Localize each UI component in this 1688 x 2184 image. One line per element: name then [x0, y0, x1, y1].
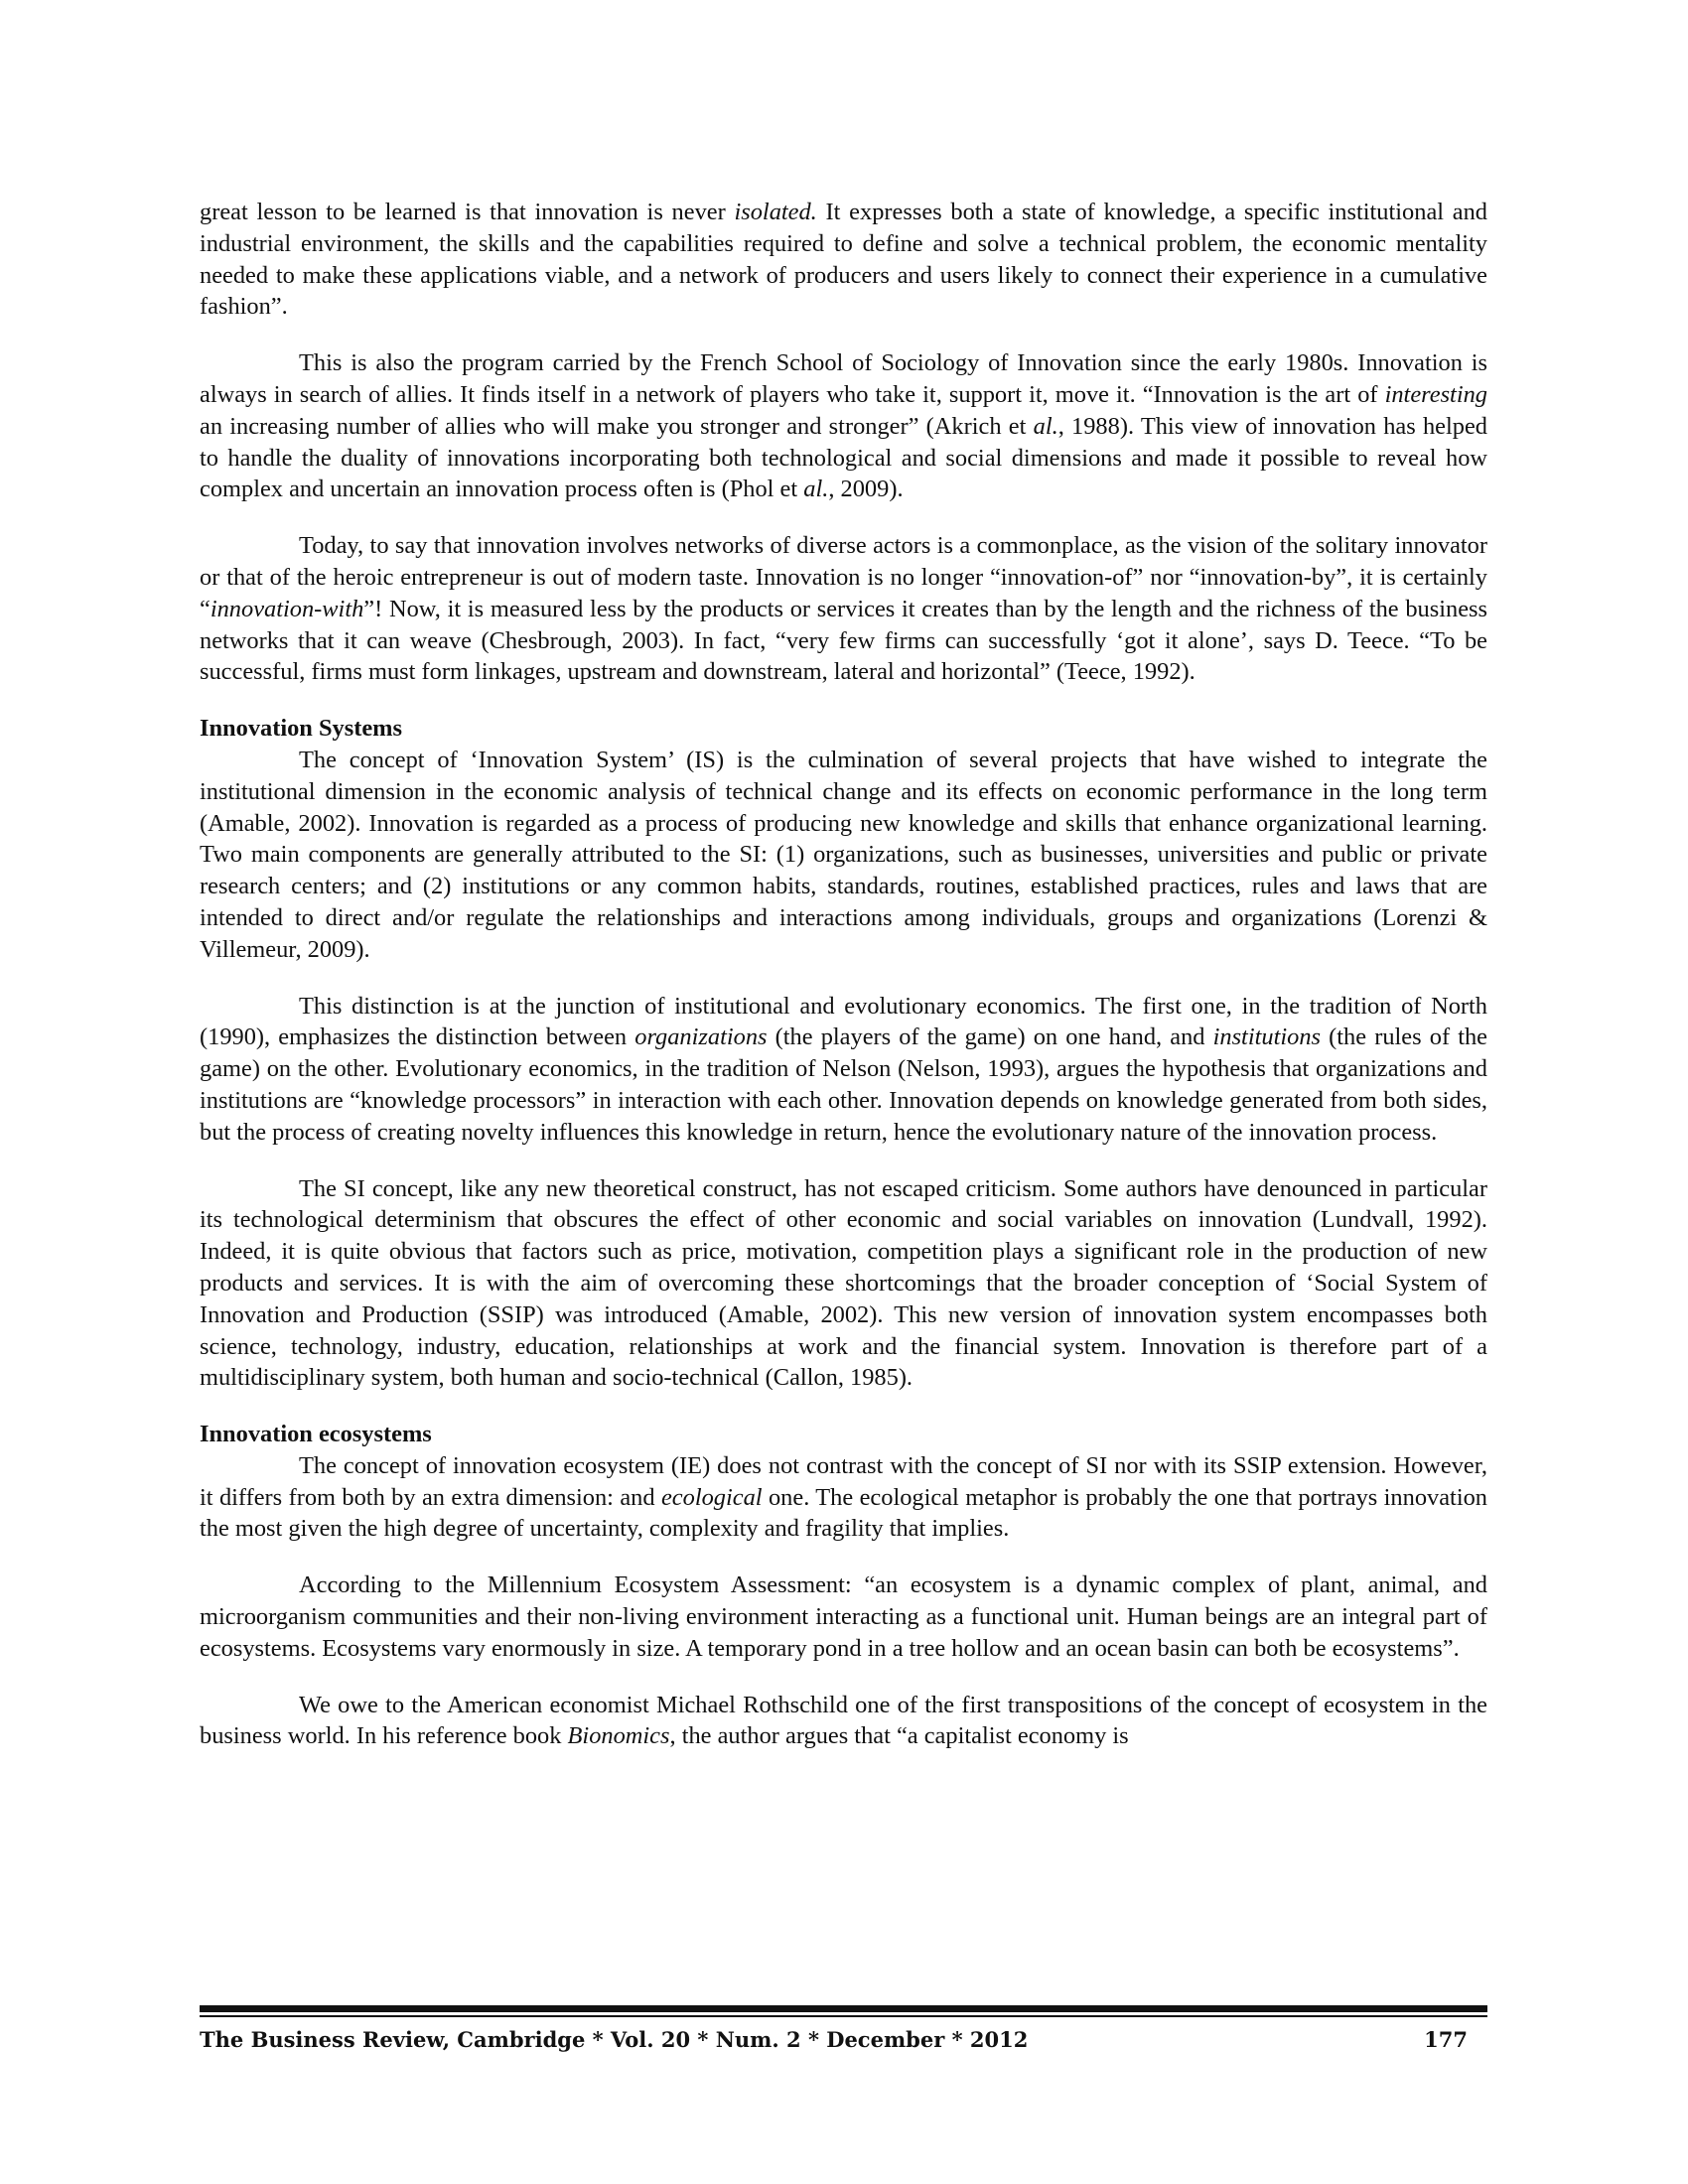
- italic-text: organizations: [634, 1024, 768, 1051]
- text-run: This distinction is at the junction of institutional and evolutionary economics. The first one, in the tradition of North (1990), emphasizes the distinction between: [200, 992, 1487, 1051]
- section-heading: Innovation Systems: [200, 715, 402, 743]
- italic-text: al.: [803, 476, 829, 503]
- italic-text: Bionomics: [567, 1722, 670, 1750]
- text-run: great lesson to be learned is that innovation is never: [200, 199, 735, 225]
- text-run: We owe to the American economist Michael Rothschild one of the first transpositions of the concept of ecosystem in the business world. In his reference book: [200, 1691, 1487, 1750]
- footer-rule-thick: [200, 2005, 1487, 2012]
- italic-text: al.: [1033, 412, 1058, 440]
- text-run: an increasing number of allies who will make you stronger and stronger” (Akrich et: [200, 412, 1034, 440]
- paragraph: [200, 1173, 1487, 1395]
- text-run: The SI concept, like any new theoretical construct, has not escaped criticism. Some authors have denounced in particular its technological determinism that obscures the effect of other economic and social variables on innovation (Lundvall, 1992). Indeed, it is quite obvious that factors such as price, motivation, competition plays a significant role in the production of new products and services. It is with the aim of overcoming these shortcomings that the broader conception of ‘Social System of Innovation and Production (SSIP) was introduced (Amable, 2002). This new version of innovation system encompasses both science, technology, industry, education, relationships at work and the financial system. Innovation is therefore part of a multidisciplinary system, both human and socio-technical (Callon, 1985).: [200, 1174, 1487, 1392]
- paragraph: [200, 745, 1487, 966]
- paragraph: [200, 530, 1487, 688]
- text-run: ”! Now, it is measured less by the products or services it creates than by the length and the richness of the business networks that it can weave (Chesbrough, 2003). In fact, “very few firms can successfully ‘got it alone’, says D. Teece. “To be successful, firms must form linkages, upstream and downstream, lateral and horizontal” (Teece, 1992).: [200, 595, 1487, 686]
- text-run: , the author argues that “a capitalist economy is: [669, 1722, 1129, 1750]
- italic-text: isolated.: [734, 199, 817, 225]
- text-run: (the rules of the game) on the other. Evolutionary economics, in the tradition of Nelson (Nelson, 1993), argues the hypothesis that organizations and institutions are “knowledge processors” in interaction with each other. Innovation depends on knowledge generated from both sides, but the process of creating novelty influences this knowledge in return, hence the evolutionary nature of the innovation process.: [200, 1024, 1488, 1146]
- paragraph: [200, 1450, 1487, 1545]
- text-run: one. The ecological metaphor is probably the one that portrays innovation the most given the high degree of uncertainty, complexity and fragility that implies.: [200, 1483, 1487, 1543]
- text-run: The concept of ‘Innovation System’ (IS) is the culmination of several projects that have wished to integrate the institutional dimension in the economic analysis of technical change and its effects on economic performance in the long term (Amable, 2002). Innovation is regarded as a process of producing new knowledge and skills that enhance organizational learning. Two main components are generally attributed to the SI: (1) organizations, such as businesses, universities and public or private research centers; and (2) institutions or any common habits, standards, routines, established practices, rules and laws that are intended to direct and/or regulate the relationships and interactions among individuals, groups and organizations (Lorenzi & Villemeur, 2009).: [200, 746, 1487, 963]
- paragraph: [200, 991, 1487, 1149]
- text-run: This is also the program carried by the French School of Sociology of Innovation since the early 1980s. Innovation is always in search of allies. It finds itself in a network of players who take it, support it, move it. “Innovation is the art of: [200, 349, 1487, 408]
- paragraph: [200, 1690, 1487, 1753]
- text-run: The concept of innovation ecosystem (IE) does not contrast with the concept of SI nor with its SSIP extension. However, it differs from both by an extra dimension: and: [200, 1451, 1487, 1511]
- text-run: , 2009).: [828, 476, 904, 503]
- text-run: According to the Millennium Ecosystem Assessment: “an ecosystem is a dynamic complex of plant, animal, and microorganism communities and their non-living environment interacting as a functional unit. Human beings are an integral part of ecosystems. Ecosystems vary enormously in size. A temporary pond in a tree hollow and an ocean basin can both be ecosystems”.: [200, 1571, 1487, 1662]
- page-number: 177: [1424, 2027, 1468, 2052]
- text-run: Today, to say that innovation involves networks of diverse actors is a commonplace, as the vision of the solitary innovator or that of the heroic entrepreneur is out of modern taste. Innovation is no longer “innovation-of” nor “innovation-by”, it is certainly “: [200, 532, 1487, 622]
- paragraph: [200, 1570, 1487, 1664]
- italic-text: institutions: [1212, 1024, 1322, 1051]
- italic-text: innovation-with: [210, 595, 364, 622]
- page-footer: [200, 2005, 1487, 2052]
- text-run: , 1988). This view of innovation has helped to handle the duality of innovations incorporating both technological and social dimensions and made it possible to reveal how complex and uncertain an innovation process often is (Phol et: [200, 412, 1487, 503]
- text-run: (the players of the game) on one hand, and: [767, 1024, 1213, 1051]
- italic-text: ecological: [660, 1483, 763, 1511]
- text-run: It expresses both a state of knowledge, a specific institutional and industrial environment, the skills and the capabilities required to define and solve a technical problem, the economic mentality needed to make these applications viable, and a network of producers and users likely to connect their experience in a cumulative fashion”.: [200, 199, 1487, 321]
- italic-text: interesting: [1384, 380, 1487, 408]
- journal-citation: The Business Review, Cambridge * Vol. 20 * Num. 2 * December * 2012: [200, 2027, 1029, 2052]
- footer-rule-thin: [200, 2015, 1487, 2017]
- section-heading: Innovation ecosystems: [200, 1421, 432, 1448]
- paragraph: [200, 197, 1487, 323]
- page-body: [200, 197, 1487, 1777]
- paragraph: [200, 347, 1487, 505]
